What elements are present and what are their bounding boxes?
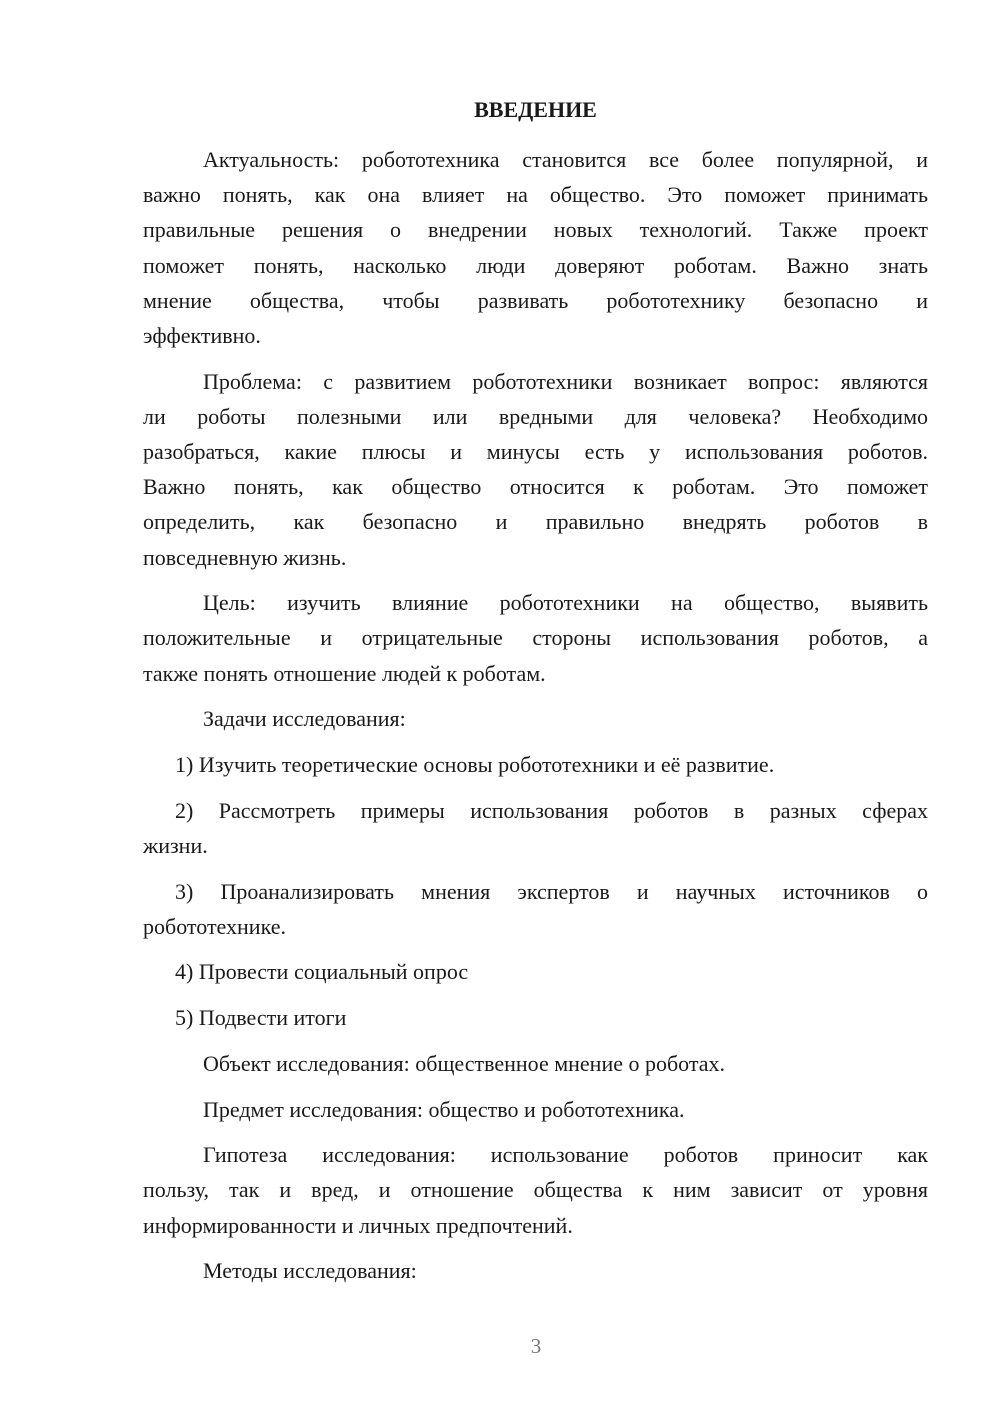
list-item bbox=[143, 874, 928, 944]
text-line: 2) Рассмотреть примеры использования роботов в разных сферах bbox=[175, 797, 928, 823]
text-line: повседневную жизнь. bbox=[143, 544, 347, 570]
text-line: эффективно. bbox=[143, 322, 261, 348]
paragraph bbox=[143, 142, 928, 353]
text-line: 3) Проанализировать мнения экспертов и научных источников о bbox=[175, 878, 928, 904]
text-line: Важно понять, как общество относится к роботам. Это поможет bbox=[143, 474, 928, 500]
text-line: Цель: изучить влияние робототехники на общество, выявить bbox=[203, 590, 928, 616]
text-line: Проблема: с развитием робототехники возникает вопрос: являются bbox=[203, 368, 928, 394]
document-body bbox=[143, 142, 928, 1288]
paragraph bbox=[143, 1046, 928, 1081]
paragraph bbox=[143, 1092, 928, 1127]
paragraph bbox=[143, 585, 928, 691]
text-line: мнение общества, чтобы развивать робототехнику безопасно и bbox=[143, 287, 928, 313]
text-line: робототехнике. bbox=[143, 913, 286, 939]
text-line: определить, как безопасно и правильно внедрять роботов в bbox=[143, 509, 928, 535]
text-line: пользу, так и вред, и отношение общества к ним зависит от уровня bbox=[143, 1177, 928, 1203]
section-title: ВВЕДЕНИЕ bbox=[474, 97, 597, 122]
text-line: информированности и личных предпочтений. bbox=[143, 1212, 573, 1238]
list-item bbox=[143, 747, 928, 782]
text-line: Актуальность: робототехника становится все более популярной, и bbox=[203, 147, 928, 172]
paragraph bbox=[143, 701, 928, 736]
text-line: поможет понять, насколько люди доверяют роботам. Важно знать bbox=[143, 252, 928, 278]
list-item bbox=[143, 954, 928, 989]
text-line: 5) Подвести итоги bbox=[175, 1005, 347, 1031]
text-line: Методы исследования: bbox=[203, 1258, 417, 1284]
text-line: разобраться, какие плюсы и минусы есть у использования роботов. bbox=[143, 439, 928, 464]
text-line: 4) Провести социальный опрос bbox=[175, 959, 469, 985]
list-item bbox=[143, 793, 928, 863]
text-line: Предмет исследования: общество и робототехника. bbox=[203, 1096, 685, 1122]
text-line: ли роботы полезными или вредными для человека? Необходимо bbox=[143, 403, 928, 429]
text-line: положительные и отрицательные стороны использования роботов, а bbox=[143, 625, 928, 651]
text-line: Задачи исследования: bbox=[203, 706, 406, 732]
list-item bbox=[143, 1000, 928, 1035]
text-line: 1) Изучить теоретические основы робототехники и её развитие. bbox=[175, 752, 775, 777]
text-line: важно понять, как она влияет на общество. Это поможет принимать bbox=[143, 182, 928, 208]
paragraph bbox=[143, 364, 928, 575]
page-number: 3 bbox=[530, 1334, 542, 1358]
paragraph bbox=[143, 1253, 928, 1288]
text-line: также понять отношение людей к роботам. bbox=[143, 660, 546, 686]
paragraph bbox=[143, 1137, 928, 1243]
text-line: Объект исследования: общественное мнение о роботах. bbox=[203, 1050, 726, 1076]
text-line: Гипотеза исследования: использование роботов приносит как bbox=[203, 1142, 928, 1168]
text-line: правильные решения о внедрении новых технологий. Также проект bbox=[143, 217, 928, 243]
document-page bbox=[143, 92, 928, 1299]
text-line: жизни. bbox=[143, 832, 208, 858]
